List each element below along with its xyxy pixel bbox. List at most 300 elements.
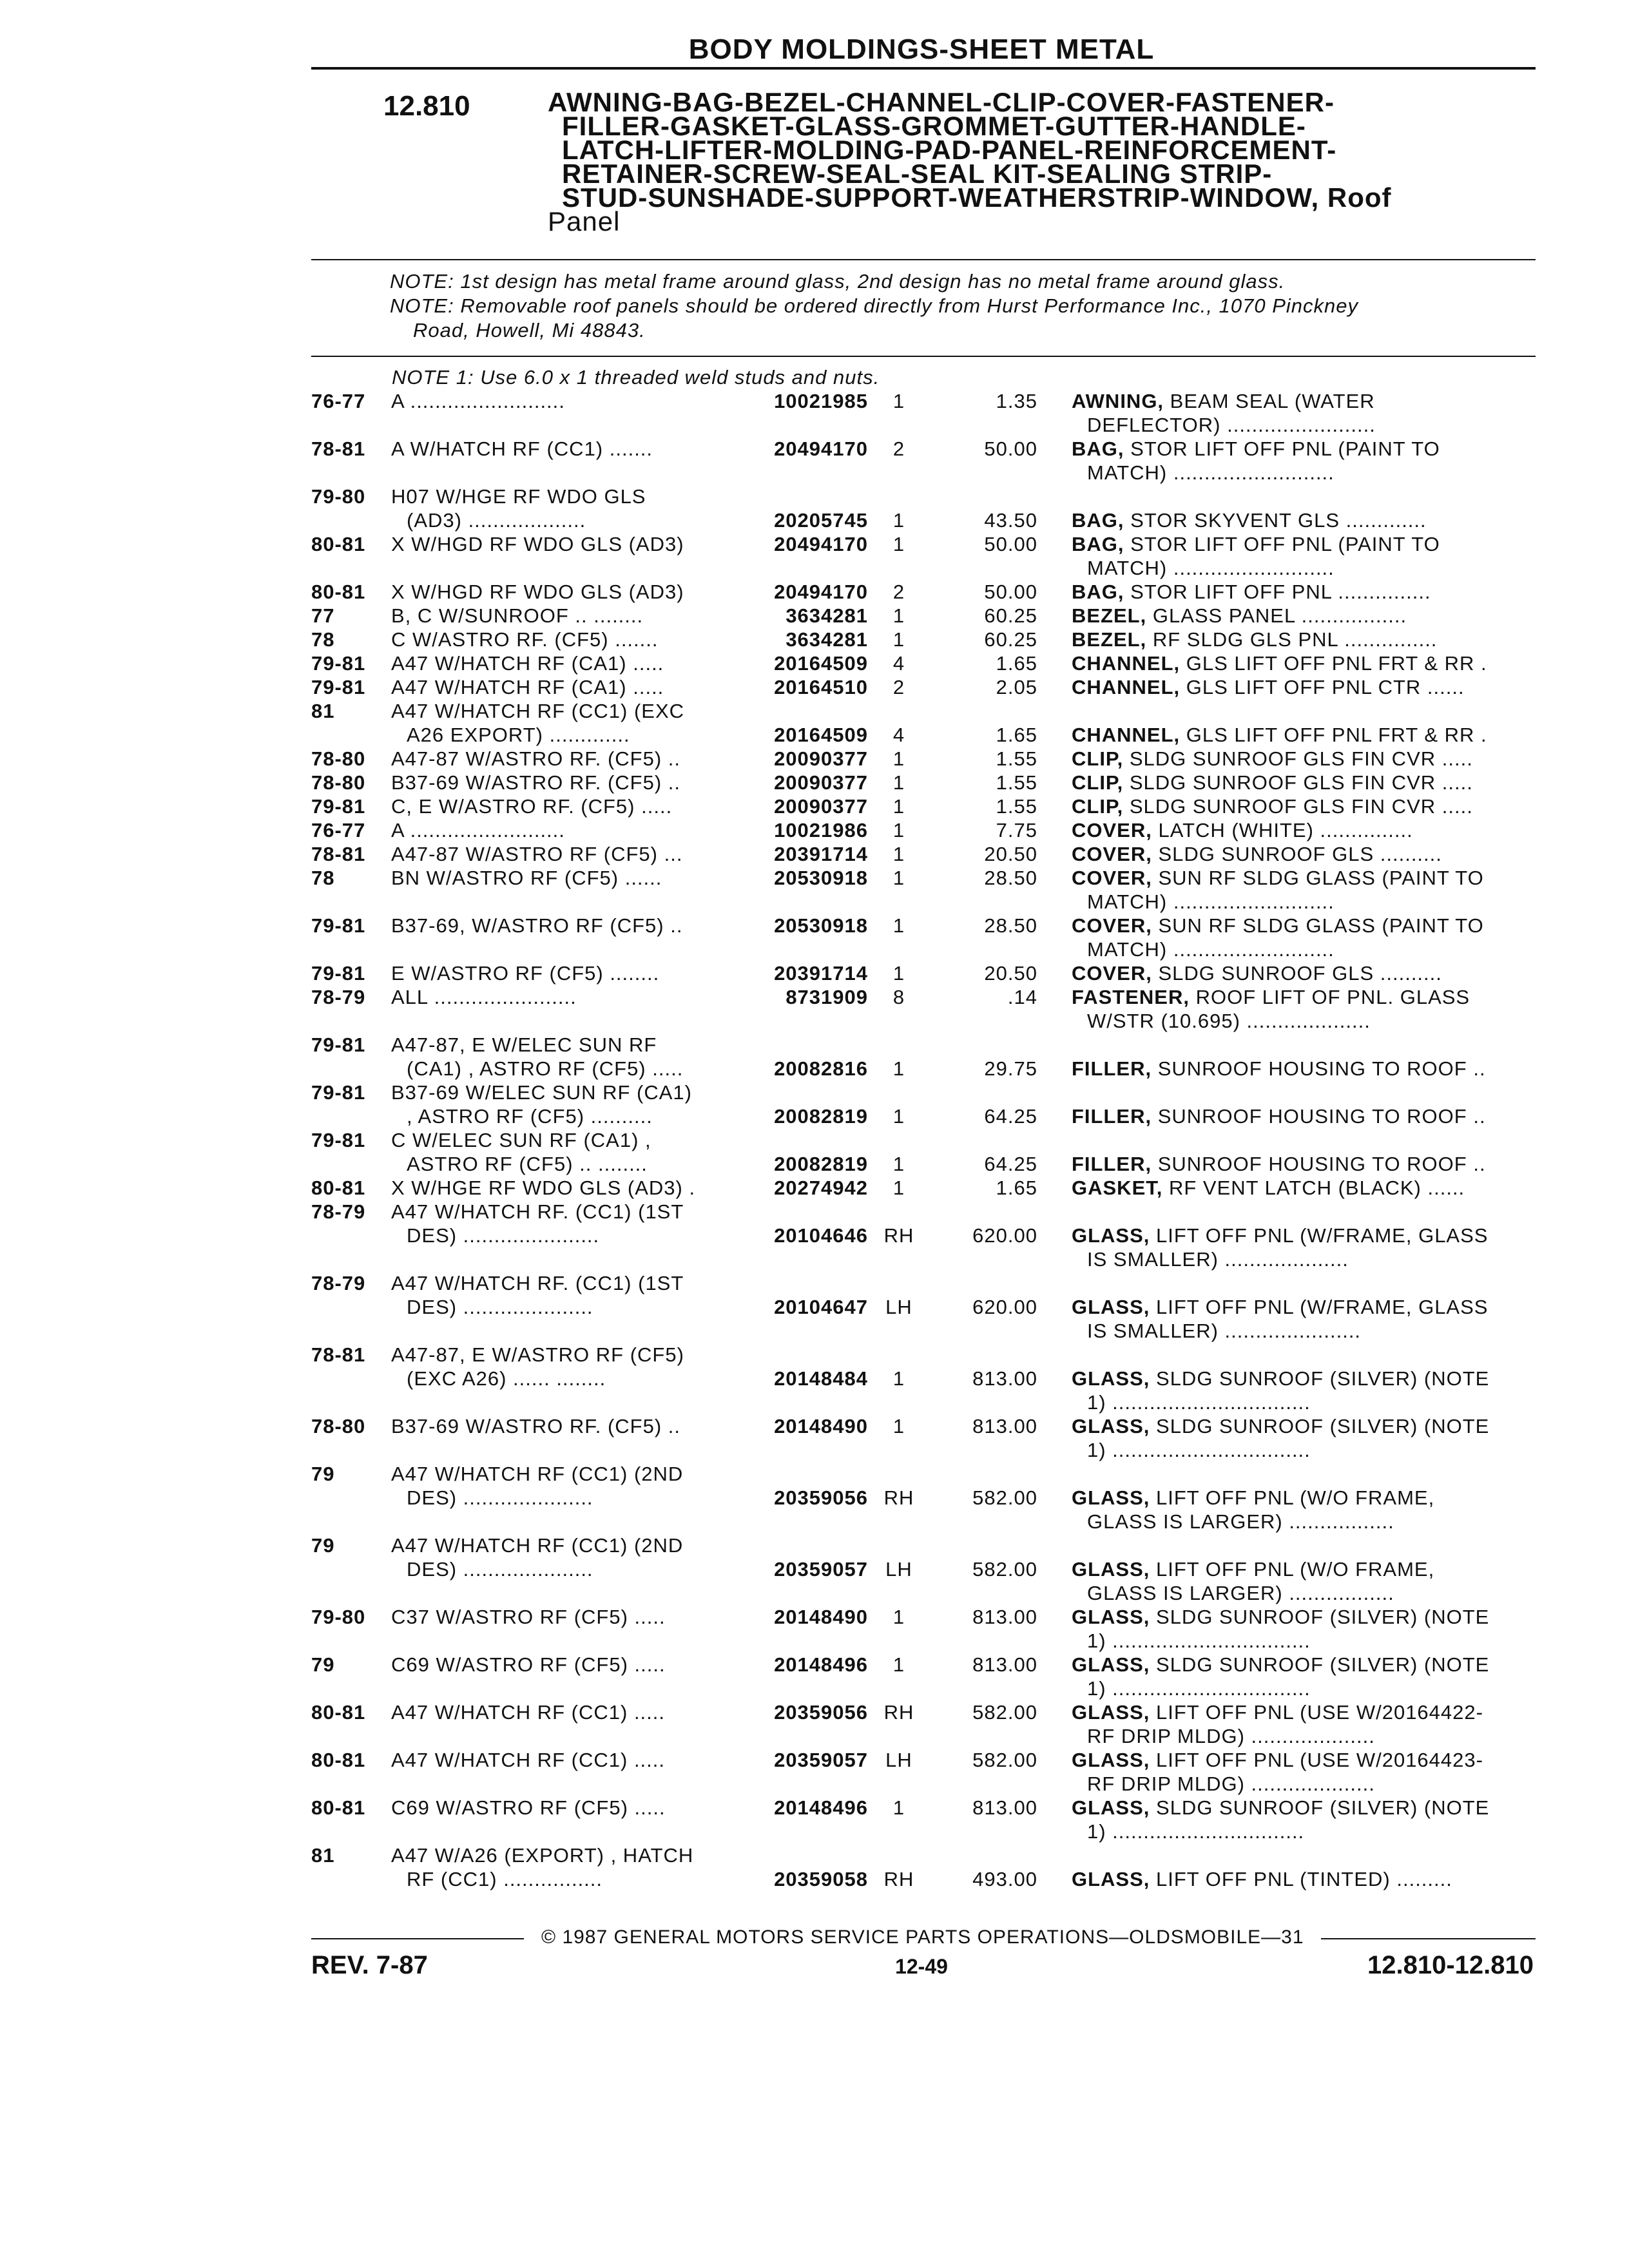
table-row — [0, 1343, 1629, 1414]
description-line: B37-69 W/ASTRO RF. (CF5) .. — [391, 1415, 681, 1437]
part-name-line — [1072, 1486, 1529, 1510]
price-cell: 64.25 — [984, 1105, 1037, 1128]
part-name-line — [1072, 723, 1529, 747]
description-line: (CA1) , ASTRO RF (CF5) ..... — [407, 1057, 684, 1080]
price-cell: 813.00 — [972, 1653, 1037, 1676]
part-category: COVER, — [1072, 867, 1152, 889]
part-name-text: STOR LIFT OFF PNL (PAINT TO — [1124, 437, 1440, 460]
part-name-cell — [1072, 1104, 1529, 1128]
table-row — [0, 699, 1629, 747]
part-name-line — [1072, 1557, 1529, 1581]
description-cell — [391, 532, 733, 556]
part-name-cell — [1072, 771, 1529, 794]
description-cell — [391, 580, 733, 604]
part-name-line: RF DRIP MLDG) .................... — [1087, 1773, 1375, 1795]
description-cell — [391, 1033, 733, 1081]
price-cell: 28.50 — [984, 867, 1037, 889]
price-cell: 582.00 — [972, 1701, 1037, 1724]
part-name-cell — [1072, 508, 1529, 532]
price-cell: 43.50 — [984, 509, 1037, 532]
part-name-line: DEFLECTOR) ........................ — [1087, 414, 1376, 436]
description-line: BN W/ASTRO RF (CF5) ...... — [391, 867, 662, 889]
table-row — [0, 437, 1629, 485]
quantity-cell: 2 — [892, 437, 905, 460]
description-line: , ASTRO RF (CF5) .......... — [407, 1105, 653, 1128]
table-row — [0, 1176, 1629, 1200]
price-cell: 582.00 — [972, 1558, 1037, 1581]
quantity-cell: 1 — [892, 390, 905, 412]
part-name-text: GLASS PANEL ................. — [1146, 604, 1407, 627]
part-name-text: SLDG SUNROOF GLS FIN CVR ..... — [1123, 795, 1473, 818]
description-cell — [391, 794, 733, 818]
part-name-line — [1072, 675, 1529, 699]
price-cell: 20.50 — [984, 843, 1037, 865]
quantity-cell: 1 — [892, 843, 905, 865]
part-name-line — [1072, 1104, 1529, 1128]
part-category: GLASS, — [1072, 1653, 1150, 1676]
table-row — [0, 1533, 1629, 1604]
table-row — [0, 914, 1629, 961]
part-name-line — [1072, 1057, 1529, 1081]
part-category: FILLER, — [1072, 1153, 1152, 1175]
table-row — [0, 580, 1629, 604]
table-row — [0, 842, 1629, 866]
description-cell — [391, 1271, 733, 1319]
quantity-cell: 1 — [892, 1606, 905, 1628]
table-row — [0, 1128, 1629, 1176]
section-title-line: STUD-SUNSHADE-SUPPORT-WEATHERSTRIP-WINDOW, Roof — [562, 182, 1392, 213]
description-cell — [391, 985, 733, 1009]
description-cell — [391, 747, 733, 771]
year-cell: 80-81 — [311, 1177, 366, 1199]
part-name-text: RF VENT LATCH (BLACK) ...... — [1162, 1177, 1465, 1199]
part-name-cell — [1072, 1796, 1529, 1843]
part-name-cell — [1072, 675, 1529, 699]
part-category: BEZEL, — [1072, 628, 1147, 651]
part-name-line — [1072, 842, 1529, 866]
price-cell: 1.65 — [996, 1177, 1037, 1199]
section-title-line: AWNING-BAG-BEZEL-CHANNEL-CLIP-COVER-FASTENER- — [548, 87, 1335, 117]
description-line: E W/ASTRO RF (CF5) ........ — [391, 962, 660, 985]
year-cell: 78-81 — [311, 437, 366, 460]
part-number-cell: 20494170 — [774, 437, 868, 460]
part-category: GASKET, — [1072, 1177, 1163, 1199]
part-name-cell — [1072, 1700, 1529, 1748]
part-name-line — [1072, 1152, 1529, 1176]
part-name-cell — [1072, 1367, 1529, 1414]
description-line: A47 W/HATCH RF (CC1) (2ND — [391, 1463, 684, 1485]
part-category: COVER, — [1072, 962, 1152, 985]
year-cell: 81 — [311, 700, 335, 722]
description-line: X W/HGE RF WDO GLS (AD3) . — [391, 1177, 696, 1199]
part-name-text: SUN RF SLDG GLASS (PAINT TO — [1152, 867, 1484, 889]
part-number-cell: 20148490 — [774, 1415, 868, 1437]
part-number-cell: 20494170 — [774, 533, 868, 555]
part-name-cell — [1072, 1057, 1529, 1081]
part-category: GLASS, — [1072, 1749, 1150, 1771]
part-number-cell: 20359056 — [774, 1701, 868, 1724]
part-name-text: LIFT OFF PNL (W/FRAME, GLASS — [1150, 1296, 1489, 1318]
description-cell — [391, 1533, 733, 1581]
price-cell: 582.00 — [972, 1749, 1037, 1771]
description-cell — [391, 1700, 733, 1724]
price-cell: 493.00 — [972, 1868, 1037, 1890]
table-row — [0, 1081, 1629, 1128]
year-cell: 79-81 — [311, 795, 366, 818]
part-name-line: MATCH) .......................... — [1087, 557, 1335, 579]
quantity-cell: 2 — [892, 676, 905, 698]
quantity-cell: 8 — [892, 986, 905, 1008]
part-name-line — [1072, 532, 1529, 556]
footer-copyright: © 1987 GENERAL MOTORS SERVICE PARTS OPERATIONS—OLDSMOBILE—31 — [541, 1927, 1304, 1948]
note-line: NOTE: Removable roof panels should be ordered directly from Hurst Performance Inc., 1070 Pinckney — [390, 294, 1358, 317]
part-name-line — [1072, 580, 1529, 604]
year-cell: 80-81 — [311, 1796, 366, 1819]
description-cell — [391, 1128, 733, 1176]
part-name-text: STOR LIFT OFF PNL ............... — [1124, 581, 1431, 603]
section-title-line: FILLER-GASKET-GLASS-GROMMET-GUTTER-HANDLE- — [562, 111, 1306, 141]
table-row — [0, 866, 1629, 914]
part-name-cell — [1072, 1414, 1529, 1462]
part-name-cell — [1072, 604, 1529, 628]
quantity-cell: RH — [883, 1701, 914, 1724]
description-line: A47 W/A26 (EXPORT) , HATCH — [391, 1844, 694, 1867]
description-line: A47-87 W/ASTRO RF (CF5) ... — [391, 843, 683, 865]
part-number-cell: 8731909 — [786, 986, 868, 1008]
part-category: BAG, — [1072, 509, 1124, 532]
part-name-cell — [1072, 1557, 1529, 1605]
quantity-cell: RH — [883, 1868, 914, 1890]
part-name-cell — [1072, 1176, 1529, 1200]
part-category: FILLER, — [1072, 1057, 1152, 1080]
footer-rule-left — [311, 1938, 524, 1939]
table-row — [0, 651, 1629, 675]
description-cell — [391, 1200, 733, 1247]
quantity-cell: 1 — [892, 604, 905, 627]
year-cell: 81 — [311, 1844, 335, 1867]
quantity-cell: RH — [883, 1486, 914, 1509]
description-line: A47-87, E W/ELEC SUN RF — [391, 1033, 657, 1056]
price-cell: 64.25 — [984, 1153, 1037, 1175]
description-cell — [391, 842, 733, 866]
part-name-line — [1072, 794, 1529, 818]
year-cell: 78-79 — [311, 1200, 366, 1223]
price-cell: 50.00 — [984, 581, 1037, 603]
note-1: NOTE 1: Use 6.0 x 1 threaded weld studs and nuts. — [392, 366, 880, 389]
part-name-cell — [1072, 651, 1529, 675]
part-number-cell: 20090377 — [774, 747, 868, 770]
part-name-line — [1072, 747, 1529, 771]
part-name-line — [1072, 961, 1529, 985]
part-name-line — [1072, 1653, 1529, 1677]
price-cell: 7.75 — [996, 819, 1037, 841]
part-name-cell — [1072, 842, 1529, 866]
description-line: (AD3) ................... — [407, 509, 586, 532]
table-row — [0, 1605, 1629, 1653]
part-category: CHANNEL, — [1072, 676, 1181, 698]
table-row — [0, 818, 1629, 842]
part-category: CLIP, — [1072, 747, 1124, 770]
part-name-cell — [1072, 794, 1529, 818]
section-title-line: RETAINER-SCREW-SEAL-SEAL KIT-SEALING STRIP- — [562, 159, 1273, 189]
part-number-cell: 20148496 — [774, 1796, 868, 1819]
description-cell — [391, 604, 733, 628]
quantity-cell: 1 — [892, 962, 905, 985]
description-line: B37-69, W/ASTRO RF (CF5) .. — [391, 914, 683, 937]
price-cell: 29.75 — [984, 1057, 1037, 1080]
part-name-text: GLS LIFT OFF PNL CTR ...... — [1180, 676, 1465, 698]
description-line: DES) ..................... — [407, 1296, 593, 1318]
description-line: C W/ELEC SUN RF (CA1) , — [391, 1129, 651, 1151]
year-cell: 78-79 — [311, 986, 366, 1008]
description-line: A ......................... — [391, 390, 565, 412]
part-name-text: LIFT OFF PNL (W/O FRAME, — [1150, 1486, 1435, 1509]
part-category: CHANNEL, — [1072, 724, 1181, 746]
description-cell — [391, 628, 733, 651]
year-cell: 78-80 — [311, 747, 366, 770]
description-cell — [391, 914, 733, 937]
part-name-text: SLDG SUNROOF (SILVER) (NOTE — [1150, 1653, 1490, 1676]
year-cell: 77 — [311, 604, 335, 627]
table-row — [0, 532, 1629, 580]
quantity-cell: 1 — [892, 533, 905, 555]
part-category: GLASS, — [1072, 1701, 1150, 1724]
part-name-text: SUNROOF HOUSING TO ROOF .. — [1152, 1105, 1486, 1128]
price-cell: 620.00 — [972, 1224, 1037, 1247]
year-cell: 79-80 — [311, 485, 366, 508]
description-line: C69 W/ASTRO RF (CF5) ..... — [391, 1796, 666, 1819]
year-cell: 80-81 — [311, 1749, 366, 1771]
part-number-cell: 20104647 — [774, 1296, 868, 1318]
year-cell: 80-81 — [311, 581, 366, 603]
year-cell: 76-77 — [311, 390, 366, 412]
year-cell: 78 — [311, 867, 335, 889]
part-name-cell — [1072, 1486, 1529, 1533]
year-cell: 76-77 — [311, 819, 366, 841]
description-line: A47 W/HATCH RF. (CC1) (1ST — [391, 1200, 684, 1223]
part-name-text: LIFT OFF PNL (TINTED) ......... — [1150, 1868, 1452, 1890]
description-line: A47 W/HATCH RF. (CC1) (1ST — [391, 1272, 684, 1294]
part-name-cell — [1072, 1605, 1529, 1653]
quantity-cell: 1 — [892, 1153, 905, 1175]
part-category: CLIP, — [1072, 771, 1124, 794]
description-line: A47 W/HATCH RF (CC1) (EXC — [391, 700, 685, 722]
part-name-text: GLS LIFT OFF PNL FRT & RR . — [1180, 652, 1487, 675]
section-title-tail: Panel — [548, 206, 621, 236]
year-cell: 78-81 — [311, 843, 366, 865]
description-line: C, E W/ASTRO RF. (CF5) ..... — [391, 795, 673, 818]
note-line: NOTE: 1st design has metal frame around glass, 2nd design has no metal frame around glass. — [390, 270, 1286, 293]
quantity-cell: 1 — [892, 1367, 905, 1390]
table-row — [0, 1033, 1629, 1081]
part-name-text: SLDG SUNROOF GLS FIN CVR ..... — [1123, 747, 1473, 770]
price-cell: 813.00 — [972, 1796, 1037, 1819]
part-category: FILLER, — [1072, 1105, 1152, 1128]
part-number-cell: 20082819 — [774, 1105, 868, 1128]
part-name-cell — [1072, 866, 1529, 914]
description-line: ASTRO RF (CF5) .. ........ — [407, 1153, 648, 1175]
description-cell — [391, 1414, 733, 1438]
part-name-line: 1) ................................ — [1087, 1439, 1311, 1461]
table-row — [0, 675, 1629, 699]
part-name-line — [1072, 1700, 1529, 1724]
part-name-cell — [1072, 1295, 1529, 1343]
year-cell: 78-80 — [311, 1415, 366, 1437]
part-number-cell: 10021985 — [774, 390, 868, 412]
section-title-line: LATCH-LIFTER-MOLDING-PAD-PANEL-REINFORCEMENT- — [562, 135, 1337, 165]
part-number-cell: 20530918 — [774, 914, 868, 937]
part-name-cell — [1072, 580, 1529, 604]
quantity-cell: 4 — [892, 724, 905, 746]
part-name-line: W/STR (10.695) .................... — [1087, 1010, 1371, 1032]
quantity-cell: 1 — [892, 819, 905, 841]
description-line: DES) ...................... — [407, 1224, 600, 1247]
part-name-cell — [1072, 1653, 1529, 1700]
year-cell: 79 — [311, 1463, 335, 1485]
part-category: GLASS, — [1072, 1486, 1150, 1509]
price-cell: 813.00 — [972, 1367, 1037, 1390]
quantity-cell: 1 — [892, 628, 905, 651]
part-number-cell: 20164509 — [774, 724, 868, 746]
description-cell — [391, 1653, 733, 1677]
part-name-line — [1072, 1224, 1529, 1247]
price-cell: 1.35 — [996, 390, 1037, 412]
price-cell: .14 — [1007, 986, 1037, 1008]
price-cell: 60.25 — [984, 628, 1037, 651]
quantity-cell: 1 — [892, 914, 905, 937]
footer-rule-right — [1321, 1938, 1536, 1939]
header-rule — [311, 67, 1536, 70]
part-name-text: SLDG SUNROOF (SILVER) (NOTE — [1150, 1367, 1490, 1390]
part-category: CHANNEL, — [1072, 652, 1181, 675]
price-cell: 1.55 — [996, 795, 1037, 818]
table-row — [0, 747, 1629, 771]
part-name-line — [1072, 1748, 1529, 1772]
price-cell: 2.05 — [996, 676, 1037, 698]
quantity-cell: 2 — [892, 581, 905, 603]
part-name-line — [1072, 604, 1529, 628]
part-name-line — [1072, 628, 1529, 651]
description-line: A47-87, E W/ASTRO RF (CF5) — [391, 1343, 684, 1366]
part-name-cell — [1072, 1748, 1529, 1796]
notes-block — [390, 269, 1537, 343]
table-row — [0, 961, 1629, 985]
part-name-line: 1) ................................ — [1087, 1677, 1311, 1700]
part-number-cell: 20274942 — [774, 1177, 868, 1199]
part-name-text: LIFT OFF PNL (USE W/20164423- — [1150, 1749, 1483, 1771]
part-name-line: GLASS IS LARGER) ................. — [1087, 1510, 1394, 1533]
part-name-text: SLDG SUNROOF (SILVER) (NOTE — [1150, 1606, 1490, 1628]
description-cell — [391, 1462, 733, 1510]
year-cell: 79-81 — [311, 914, 366, 937]
price-cell: 813.00 — [972, 1606, 1037, 1628]
part-category: GLASS, — [1072, 1367, 1150, 1390]
price-cell: 60.25 — [984, 604, 1037, 627]
description-line: C W/ASTRO RF. (CF5) ....... — [391, 628, 659, 651]
part-name-cell — [1072, 532, 1529, 580]
part-number-cell: 3634281 — [786, 628, 868, 651]
price-cell: 28.50 — [984, 914, 1037, 937]
year-cell: 79-80 — [311, 1606, 366, 1628]
part-name-line: MATCH) .......................... — [1087, 938, 1335, 961]
part-number-cell: 20164509 — [774, 652, 868, 675]
description-cell — [391, 1843, 733, 1891]
description-line: A26 EXPORT) ............. — [407, 724, 630, 746]
part-number-cell: 20090377 — [774, 795, 868, 818]
part-number-cell: 20148490 — [774, 1606, 868, 1628]
description-line: RF (CC1) ................ — [407, 1868, 603, 1890]
part-name-line — [1072, 1367, 1529, 1390]
part-category: COVER, — [1072, 819, 1152, 841]
quantity-cell: 1 — [892, 1653, 905, 1676]
description-line: C37 W/ASTRO RF (CF5) ..... — [391, 1606, 666, 1628]
description-line: A47 W/HATCH RF (CC1) ..... — [391, 1701, 666, 1724]
description-line: A47 W/HATCH RF (CC1) ..... — [391, 1749, 666, 1771]
part-number-cell: 10021986 — [774, 819, 868, 841]
part-category: GLASS, — [1072, 1606, 1150, 1628]
year-cell: 79-81 — [311, 676, 366, 698]
price-cell: 1.55 — [996, 771, 1037, 794]
price-cell: 1.65 — [996, 724, 1037, 746]
description-line: A47 W/HATCH RF (CA1) ..... — [391, 676, 664, 698]
year-cell: 78-79 — [311, 1272, 366, 1294]
quantity-cell: 1 — [892, 1415, 905, 1437]
year-cell: 79-81 — [311, 1129, 366, 1151]
description-line: C69 W/ASTRO RF (CF5) ..... — [391, 1653, 666, 1676]
description-cell — [391, 866, 733, 890]
description-cell — [391, 675, 733, 699]
table-row — [0, 1843, 1629, 1891]
year-cell: 79-81 — [311, 652, 366, 675]
part-name-line — [1072, 1295, 1529, 1319]
part-name-line — [1072, 985, 1529, 1009]
description-cell — [391, 961, 733, 985]
part-name-cell — [1072, 818, 1529, 842]
quantity-cell: LH — [885, 1749, 912, 1771]
part-name-line: MATCH) .......................... — [1087, 890, 1335, 913]
part-name-line — [1072, 651, 1529, 675]
table-row — [0, 485, 1629, 532]
description-line: X W/HGD RF WDO GLS (AD3) — [391, 581, 684, 603]
description-line: (EXC A26) ...... ........ — [407, 1367, 606, 1390]
table-row — [0, 1748, 1629, 1796]
price-cell: 813.00 — [972, 1415, 1037, 1437]
part-category: BAG, — [1072, 437, 1124, 460]
section-range: 12.810-12.810 — [1367, 1951, 1534, 1979]
part-number-cell: 3634281 — [786, 604, 868, 627]
part-category: COVER, — [1072, 914, 1152, 937]
quantity-cell: 1 — [892, 747, 905, 770]
description-line: A47-87 W/ASTRO RF. (CF5) .. — [391, 747, 681, 770]
description-line: B, C W/SUNROOF .. ........ — [391, 604, 644, 627]
part-name-line — [1072, 508, 1529, 532]
part-number-cell: 20104646 — [774, 1224, 868, 1247]
description-line: X W/HGD RF WDO GLS (AD3) — [391, 533, 684, 555]
part-category: BEZEL, — [1072, 604, 1147, 627]
part-name-text: GLS LIFT OFF PNL FRT & RR . — [1180, 724, 1487, 746]
quantity-cell: 1 — [892, 771, 905, 794]
table-row — [0, 389, 1629, 437]
year-cell: 78 — [311, 628, 335, 651]
part-number-cell: 20148484 — [774, 1367, 868, 1390]
part-name-text: LIFT OFF PNL (W/FRAME, GLASS — [1150, 1224, 1489, 1247]
notes-top-rule — [311, 259, 1536, 260]
table-row — [0, 1200, 1629, 1271]
description-cell — [391, 1081, 733, 1128]
description-line: B37-69 W/ASTRO RF. (CF5) .. — [391, 771, 681, 794]
description-line: A W/HATCH RF (CC1) ....... — [391, 437, 653, 460]
quantity-cell: 1 — [892, 1177, 905, 1199]
